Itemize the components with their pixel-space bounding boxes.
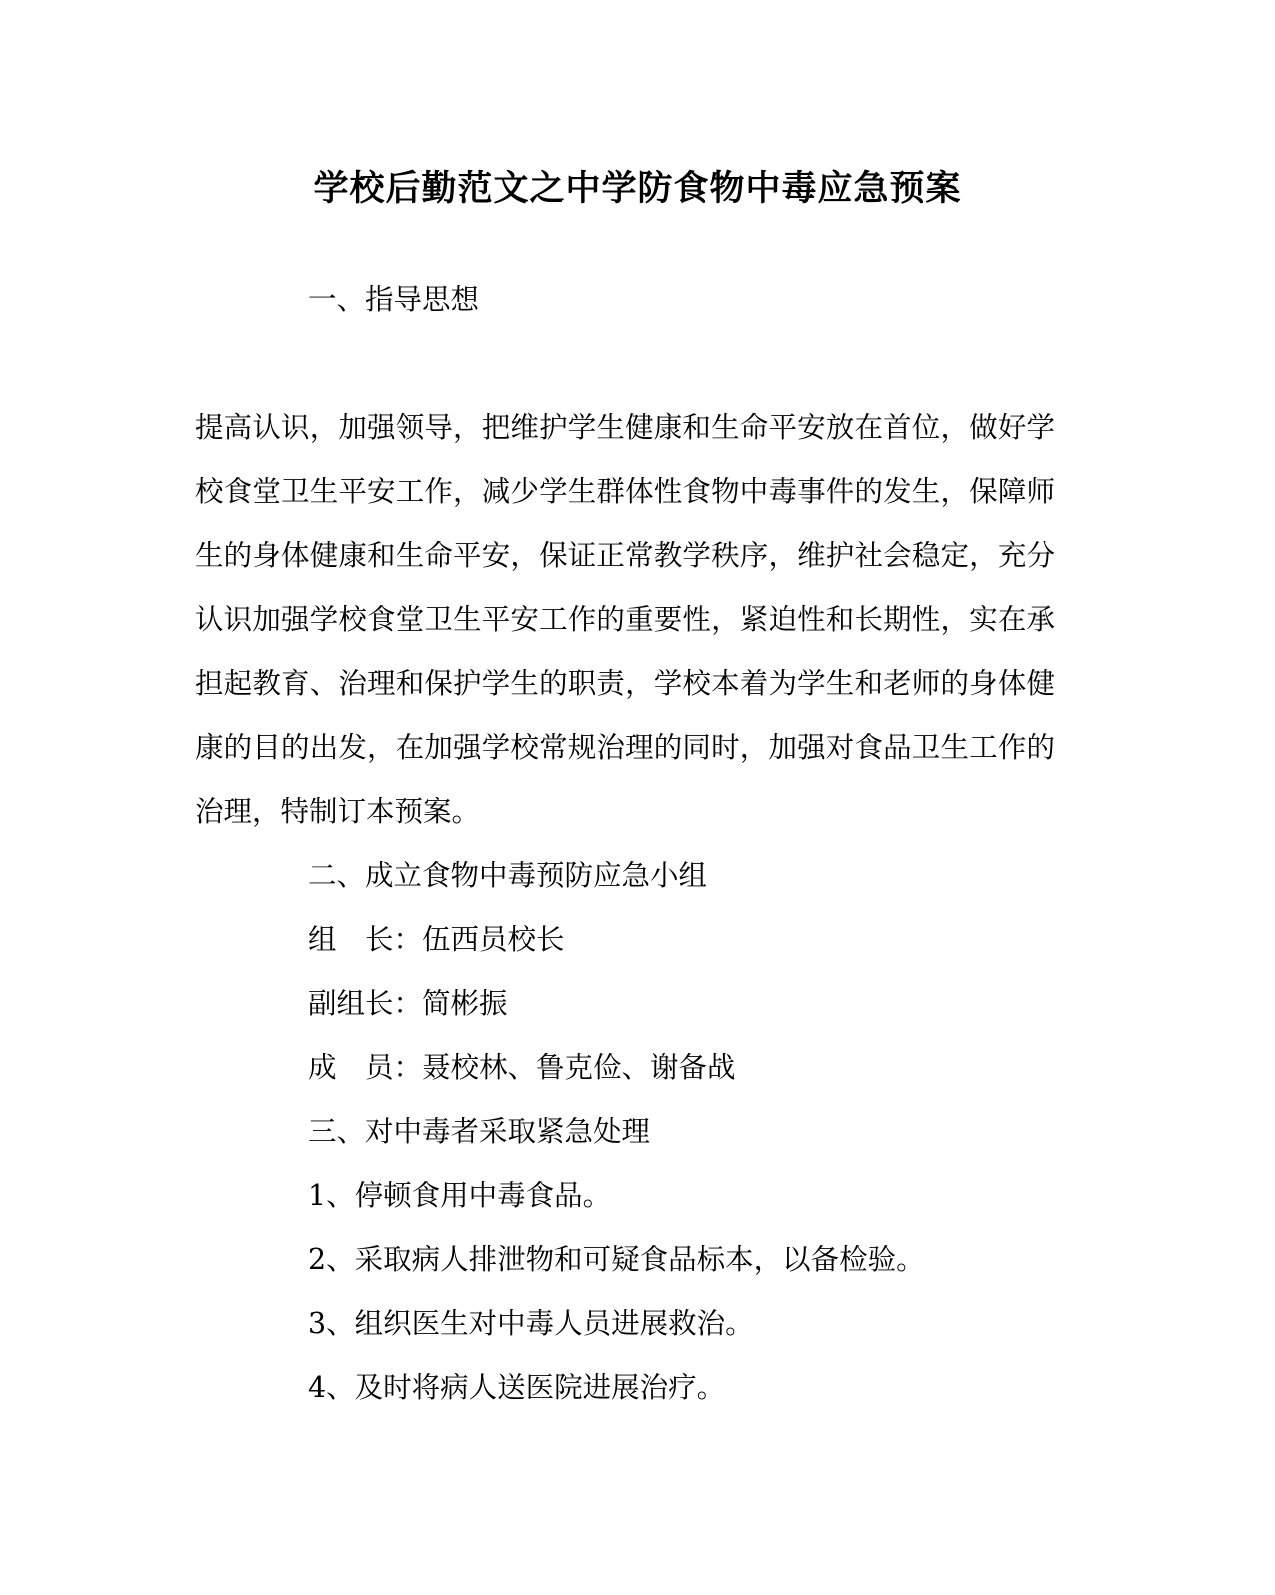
body-paragraph-line: 康的目的出发，在加强学校常规治理的同时，加强对食品卫生工作的 xyxy=(195,731,1055,764)
body-paragraph-line: 认识加强学校食堂卫生平安工作的重要性，紧迫性和长期性，实在承 xyxy=(195,603,1055,636)
document-title: 学校后勤范文之中学防食物中毒应急预案 xyxy=(313,169,962,209)
members-line: 成 员：聂校林、鲁克俭、谢备战 xyxy=(308,1051,736,1084)
group-leader-line: 组 长：伍西员校长 xyxy=(308,923,565,956)
body-paragraph-line: 校食堂卫生平安工作，减少学生群体性食物中毒事件的发生，保障师 xyxy=(195,475,1055,508)
body-paragraph-line: 生的身体健康和生命平安，保证正常教学秩序，维护社会稳定，充分 xyxy=(195,539,1055,572)
body-paragraph-line: 担起教育、治理和保护学生的职责，学校本着为学生和老师的身体健 xyxy=(195,667,1055,700)
section-heading-emergency-group: 二、成立食物中毒预防应急小组 xyxy=(308,859,708,892)
step-item: 1、停顿食用中毒食品。 xyxy=(308,1179,612,1212)
section-heading-guiding-ideology: 一、指导思想 xyxy=(308,283,480,316)
body-paragraph-line: 治理，特制订本预案。 xyxy=(195,795,481,828)
step-item: 4、及时将病人送医院进展治疗。 xyxy=(308,1371,726,1404)
section-heading-emergency-handling: 三、对中毒者采取紧急处理 xyxy=(308,1115,651,1148)
step-item: 2、采取病人排泄物和可疑食品标本，以备检验。 xyxy=(308,1243,925,1276)
step-item: 3、组织医生对中毒人员进展救治。 xyxy=(308,1307,754,1340)
deputy-leader-line: 副组长：简彬振 xyxy=(308,987,508,1020)
body-paragraph-line: 提高认识，加强领导，把维护学生健康和生命平安放在首位，做好学 xyxy=(195,411,1055,444)
